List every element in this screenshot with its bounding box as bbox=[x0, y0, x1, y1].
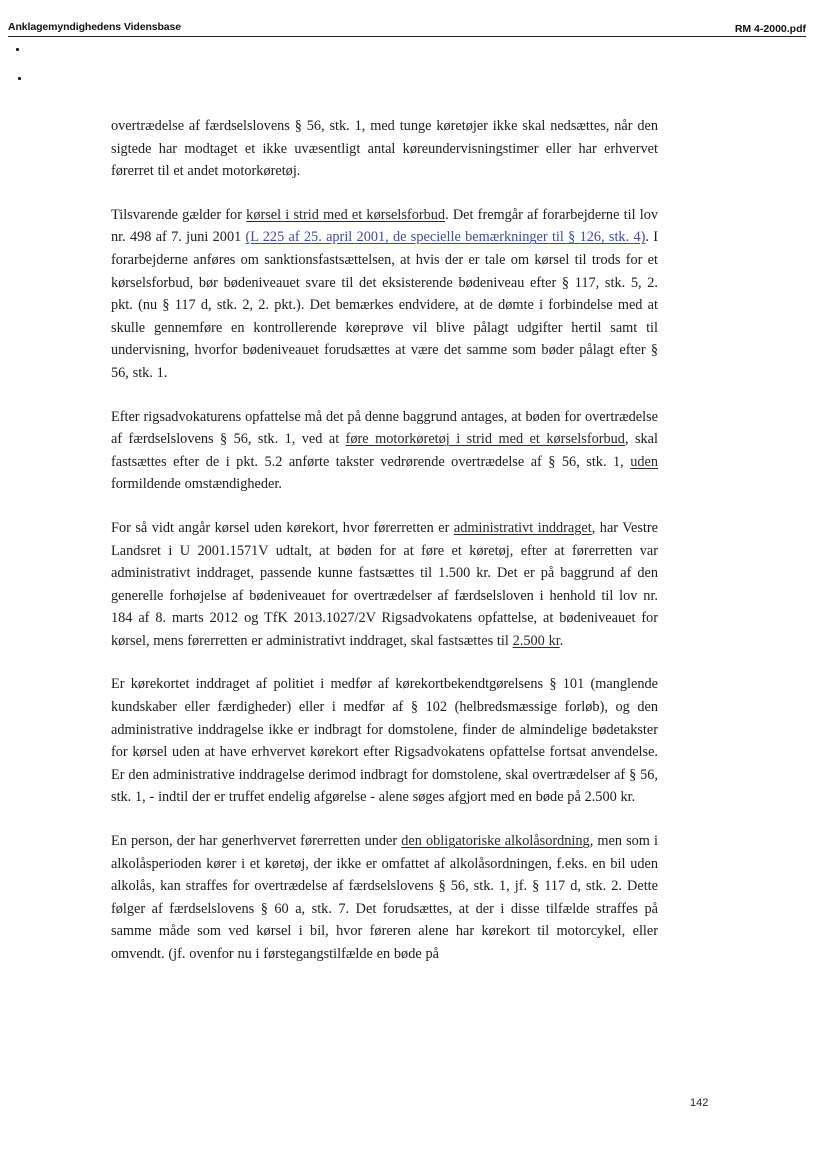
document-body bbox=[111, 115, 658, 987]
hyperlink[interactable]: kørsel i strid med et kørselsforbud bbox=[246, 206, 446, 223]
body-paragraph bbox=[111, 673, 658, 809]
page-header bbox=[8, 14, 806, 37]
body-paragraph bbox=[111, 517, 658, 653]
hyperlink[interactable]: den obligatoriske alkolåsordning bbox=[401, 833, 590, 850]
paragraph-text: En person, der har generhvervet førerretten under bbox=[111, 833, 402, 850]
paragraph-text: , skal fastsættes efter de i pkt. 5.2 anførte takster vedrørende overtrædelse af § 56, stk. 1, bbox=[111, 431, 658, 470]
margin-mark bbox=[18, 77, 21, 80]
paragraph-text: . bbox=[559, 632, 564, 649]
paragraph-text: . I forarbejderne anføres om sanktionsfastsættelsen, at hvis der er tale om kørsel til trods for et kørselsforbud, bør bødeniveauet svare til det eksisterende bødeniveau efter § 117, stk. 5, 2. pkt. (nu § 117 d, stk. 2, 2. pkt.). Det bemærkes endvidere, at de dømte i forbindelse med at skulle gennemføre en kontrollerende køreprøve vil blive pålagt udgifter hertil samt til undervisning, hvorfor bødeniveauet forudsættes at være det samme som bøder pålagt efter § 56, stk. 1. bbox=[111, 229, 658, 381]
body-paragraph bbox=[111, 204, 658, 385]
margin-mark bbox=[16, 48, 19, 51]
hyperlink[interactable]: føre motorkøretøj i strid med et kørselsforbud bbox=[345, 431, 625, 448]
hyperlink[interactable]: 2.500 kr bbox=[512, 632, 560, 649]
body-paragraph bbox=[111, 406, 658, 496]
hyperlink[interactable]: uden bbox=[630, 453, 658, 470]
paragraph-text: overtrædelse af færdselslovens § 56, stk. 1, med tunge køretøjer ikke skal nedsættes, når den sigtede har modtaget et ikke uvæsentligt antal køreundervisningstimer eller har erhvervet førerret til et andet motorkøretøj. bbox=[111, 118, 658, 180]
header-file-name: RM 4-2000.pdf bbox=[734, 23, 806, 35]
paragraph-text: For så vidt angår kørsel uden kørekort, hvor førerretten er bbox=[111, 519, 454, 536]
paragraph-text: Tilsvarende gælder for bbox=[111, 206, 247, 223]
page-number: 142 bbox=[690, 1097, 709, 1109]
paragraph-text: , har Vestre Landsret i U 2001.1571V udtalt, at bøden for at føre et køretøj, efter at førerretten var administrativt inddraget, passende kunne fastsættes til 1.500 kr. Det er på baggrund af den generelle forhøjelse af bødeniveauet for overtrædelser af færdselsloven i henhold til lov nr. 184 af 8. marts 2012 og TfK 2013.1027/2V Rigsadvokatens opfattelse, at bødeniveauet for kørsel, mens førerretten er administrativt inddraget, skal fastsættes til bbox=[111, 519, 658, 649]
paragraph-text: . Det fremgår af forarbejderne til lov nr. 498 af 7. juni 2001 bbox=[111, 206, 659, 246]
header-source-title: Anklagemyndighedens Vidensbase bbox=[8, 21, 182, 33]
paragraph-text: formildende omstændigheder. bbox=[111, 476, 282, 493]
hyperlink[interactable]: administrativt inddraget bbox=[453, 519, 592, 536]
paragraph-text: , men som i alkolåsperioden kører i et køretøj, der ikke er omfattet af alkolåsordningen, f.eks. en bil uden alkolås, kan straffes for overtrædelse af færdselslovens § 56, stk. 1, jf. § 117 d, stk. 2. Dette følger af færdselslovens § 60 a, stk. 7. Det forudsættes, at der i disse tilfælde straffes på samme måde som ved kørsel i bil, hvor føreren alene har kørekort til motorcykel, eller omvendt. (jf. ovenfor nu i førstegangstilfælde en bøde på bbox=[111, 833, 658, 962]
paragraph-text: Efter rigsadvokaturens opfattelse må det på denne baggrund antages, at bøden for overtrædelse af færdselslovens § 56, stk. 1, ved at bbox=[111, 408, 658, 448]
body-paragraph bbox=[111, 830, 658, 966]
paragraph-text: Er kørekortet inddraget af politiet i medfør af kørekortbekendtgørelsens § 101 (manglende kundskaber eller færdigheder) eller i medfør af § 102 (helbredsmæssige forløb), og den administrative inddragelse ikke er indbragt for domstolene, finder de almindelige bødetakster for kørsel uden at have erhvervet kørekort efter Rigsadvokatens opfattelse fortsat anvendelse. Er den administrative inddragelse derimod indbragt for domstolene, skal overtrædelser af § 56, stk. 1, - indtil der er truffet endelig afgørelse - alene søges afgjort med en bøde på 2.500 kr. bbox=[111, 676, 658, 806]
body-paragraph bbox=[111, 115, 658, 183]
reference-link[interactable]: (L 225 af 25. april 2001, de specielle bemærkninger til § 126, stk. 4) bbox=[245, 229, 646, 246]
